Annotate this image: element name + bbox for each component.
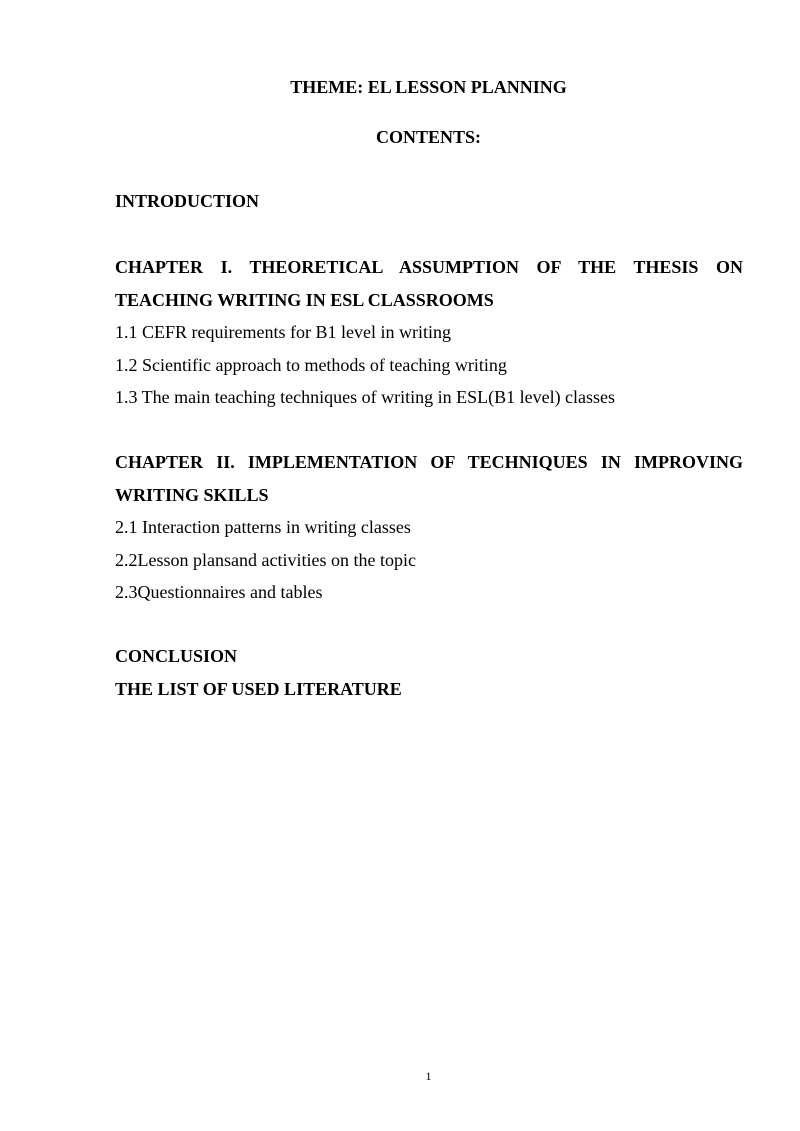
toc-item-1-3: 1.3 The main teaching techniques of writing in ESL(B1 level) classes — [115, 387, 616, 407]
conclusion-heading: CONCLUSION — [115, 646, 238, 666]
chapter-1-section — [115, 251, 743, 414]
chapter-1-title-line-1: CHAPTER I. THEORETICAL ASSUMPTION OF THE THESIS ON — [115, 257, 743, 277]
contents-heading: CONTENTS: — [375, 127, 482, 147]
page-number: 1 — [425, 1069, 432, 1083]
chapter-1-title-line-2: TEACHING WRITING IN ESL CLASSROOMS — [115, 289, 494, 310]
document-theme-title: THEME: EL LESSON PLANNING — [290, 77, 567, 97]
toc-item-2-2: 2.2Lesson plansand activities on the topic — [115, 549, 416, 570]
introduction-heading: INTRODUCTION — [115, 191, 260, 211]
toc-item-1-2: 1.2 Scientific approach to methods of teaching writing — [115, 354, 507, 375]
toc-item-1-1: 1.1 CEFR requirements for B1 level in writing — [115, 322, 451, 342]
introduction-section — [115, 185, 743, 218]
closing-section — [115, 640, 743, 705]
chapter-2-title-line-2: WRITING SKILLS — [115, 484, 269, 505]
chapter-2-section — [115, 446, 743, 609]
chapter-2-title-line-1: CHAPTER II. IMPLEMENTATION OF TECHNIQUES IN IMPROVING — [115, 452, 743, 472]
literature-heading: THE LIST OF USED LITERATURE — [115, 678, 402, 699]
toc-item-2-3: 2.3Questionnaires and tables — [115, 582, 323, 602]
toc-item-2-1: 2.1 Interaction patterns in writing classes — [115, 517, 411, 537]
